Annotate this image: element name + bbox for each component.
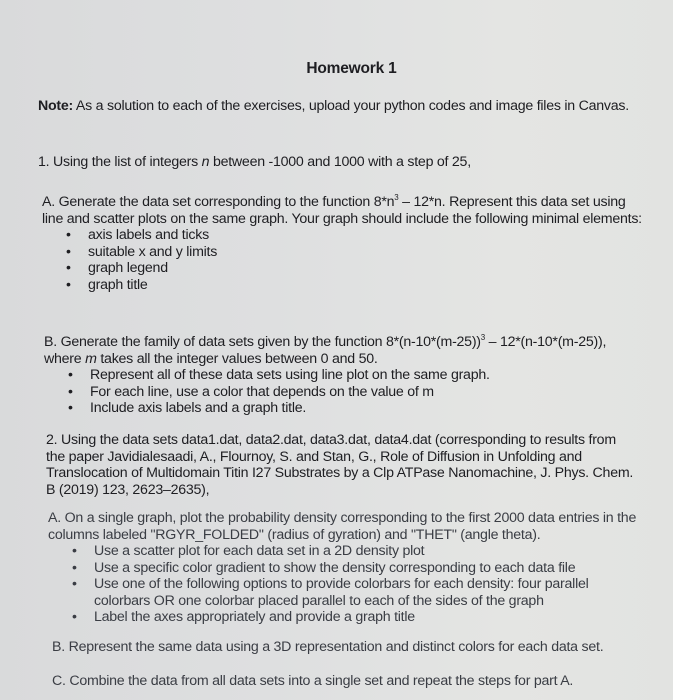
q2a-bullet-list: [48, 543, 638, 626]
q1a-bullet-list: [42, 227, 642, 293]
q1b-text-middle: – 12*(n-10*(m-25)), where: [44, 334, 607, 367]
bullet-icon: •: [68, 383, 73, 400]
list-item: [42, 227, 642, 244]
list-item: [48, 609, 638, 626]
list-item: [48, 576, 638, 609]
list-item: [44, 384, 644, 401]
q1a-superscript: 3: [394, 193, 399, 202]
bullet-icon: •: [66, 243, 71, 260]
bullet-icon: •: [72, 576, 77, 592]
list-item-text: graph legend: [88, 260, 168, 276]
list-item-text: axis labels and ticks: [88, 227, 209, 243]
q1b-text: [44, 330, 644, 367]
q1a-text: [42, 190, 642, 227]
q1-intro-suffix: between -1000 and 1000 with a step of 25,: [209, 154, 471, 170]
q1b-text-before: B. Generate the family of data sets given by the function 8*(n-10*(m-25)): [44, 334, 481, 350]
q2a-text: A. On a single graph, plot the probability density corresponding to the first 2000 data entries in the columns labeled "RGYR_FOLDED" (radius of gyration) and "THET" (angle theta).: [48, 510, 637, 543]
question-1-part-b: [44, 330, 644, 417]
q1b-text-after: takes all the integer values between 0 and 50.: [96, 350, 378, 367]
list-item: [42, 277, 642, 294]
list-item: [48, 560, 638, 577]
question-1-intro: [38, 154, 648, 171]
list-item-text: Use one of the following options to provide colorbars for each density: four parallel colorbars OR one colorbar placed parallel to each of the sides of the graph: [94, 576, 589, 609]
q1-intro-var: n: [201, 154, 210, 170]
list-item-text: suitable x and y limits: [88, 243, 218, 260]
list-item: [44, 367, 644, 384]
q1b-bullet-list: [44, 367, 644, 417]
q1a-text-after: – 12*n. Represent this data set using line and scatter plots on the same graph. Your graph should include the following minimal elements:: [42, 194, 642, 227]
question-1-part-a: [42, 190, 642, 293]
bullet-icon: •: [68, 400, 73, 416]
list-item: [48, 543, 638, 560]
list-item-text: Use a specific color gradient to show the density corresponding to each data file: [94, 559, 576, 576]
document-title: Homework 1: [306, 60, 397, 77]
q1b-var: m: [85, 350, 97, 367]
question-2-intro: 2. Using the data sets data1.dat, data2.dat, data3.dat, data4.dat (corresponding to results from the paper Javidialesaadi, A., Flournoy, S. and Stan, G., Role of Diffusion in Unfolding and Translocation of Multidomain Titin I27 Substrates by a Clp ATPase Nanomachine, J. Phys. Chem. B (2019) 123, 2623–2635),: [46, 432, 634, 498]
q1b-superscript: 3: [480, 333, 485, 342]
question-2-part-c: C. Combine the data from all data sets into a single set and repeat the steps for part A.: [52, 673, 574, 689]
list-item: [44, 400, 644, 417]
question-2-part-b: B. Represent the same data using a 3D representation and distinct colors for each data set.: [52, 639, 604, 655]
list-item-text: Use a scatter plot for each data set in a 2D density plot: [94, 543, 425, 559]
list-item-text: For each line, use a color that depends on the value of m: [90, 383, 434, 400]
list-item-text: Include axis labels and a graph title.: [90, 400, 307, 416]
list-item: [42, 260, 642, 277]
bullet-icon: •: [66, 276, 71, 293]
bullet-icon: •: [72, 559, 77, 576]
bullet-icon: •: [66, 260, 71, 276]
bullet-icon: •: [66, 227, 71, 243]
list-item-text: Represent all of these data sets using line plot on the same graph.: [90, 367, 490, 383]
bullet-icon: •: [72, 543, 77, 559]
q1a-text-before: A. Generate the data set corresponding to the function 8*n: [42, 194, 395, 210]
bullet-icon: •: [72, 609, 77, 625]
question-2-part-a: [48, 510, 638, 626]
list-item: [42, 244, 642, 261]
note-label: Note:: [38, 98, 74, 114]
note-text: As a solution to each of the exercises, upload your python codes and image files in Canvas.: [73, 98, 629, 114]
q1-intro-prefix: 1. Using the list of integers: [38, 154, 202, 170]
list-item-text: Label the axes appropriately and provide a graph title: [94, 609, 415, 625]
list-item-text: graph title: [88, 276, 148, 293]
bullet-icon: •: [68, 367, 73, 383]
note-paragraph: [38, 98, 638, 115]
